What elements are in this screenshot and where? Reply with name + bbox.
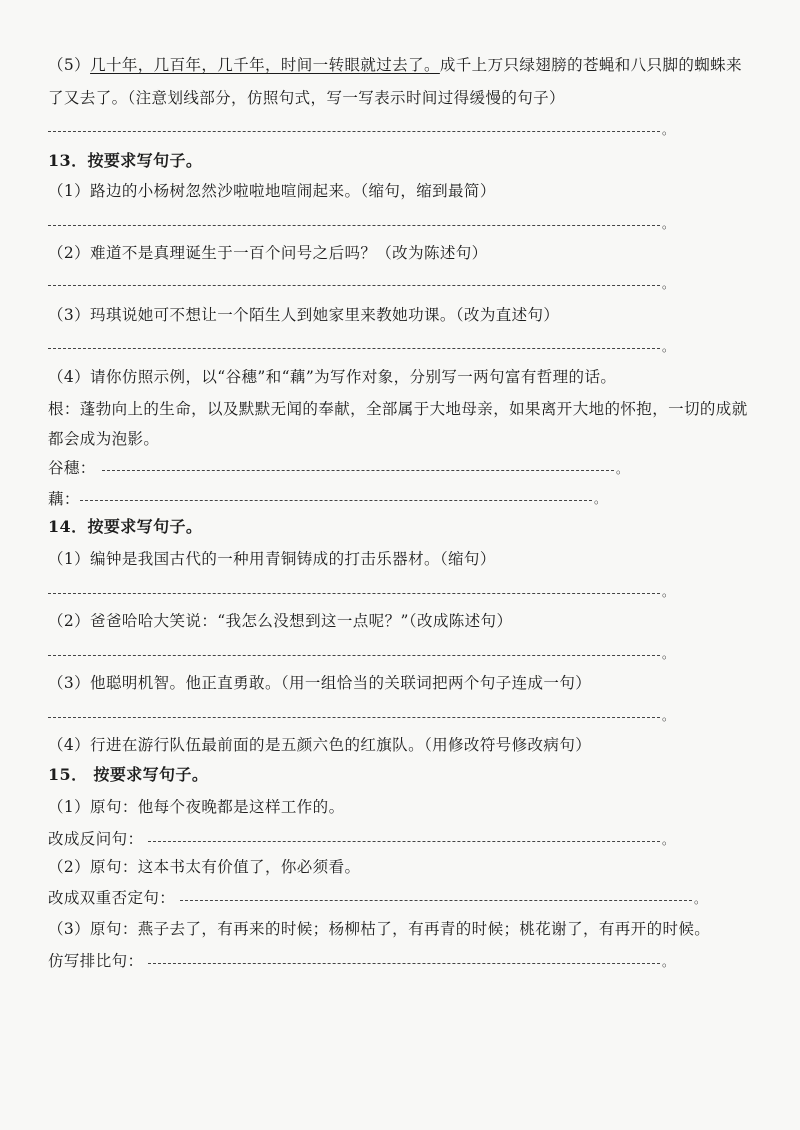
answer-line-end: 。	[694, 892, 707, 906]
q15-title: 15． 按要求写句子。	[48, 765, 209, 784]
answer-line-gusui[interactable]	[102, 470, 614, 471]
q12-5-number: （5）	[48, 56, 91, 74]
answer-line-end: 。	[594, 492, 607, 506]
answer-line-end: 。	[662, 833, 675, 847]
answer-line-q13-1[interactable]	[48, 225, 660, 226]
answer-line-q14-1[interactable]	[48, 593, 660, 594]
answer-line-q13-2[interactable]	[48, 285, 660, 286]
ou-label: 藕：	[48, 490, 80, 508]
q15-label-3: 仿写排比句：	[48, 952, 144, 970]
answer-line-q15-3[interactable]	[148, 963, 660, 964]
answer-line-q15-2[interactable]	[180, 900, 692, 901]
q12-5-line1	[48, 54, 742, 76]
answer-line-end: 。	[662, 217, 675, 231]
answer-line-end: 。	[662, 647, 675, 661]
gusui-label: 谷穗：	[48, 459, 96, 477]
answer-line-end: 。	[616, 462, 629, 476]
q13-item-3: （3）玛琪说她可不想让一个陌生人到她家里来教她功课。（改为直述句）	[48, 306, 560, 324]
q14-item-3: （3）他聪明机智。他正直勇敢。（用一组恰当的关联词把两个句子连成一句）	[48, 674, 592, 692]
answer-line-q14-3[interactable]	[48, 717, 660, 718]
answer-line-end: 。	[662, 123, 675, 137]
q15-item-2: （2）原句：这本书太有价值了，你必须看。	[48, 858, 361, 876]
q13-item-2: （2）难道不是真理诞生于一百个问号之后吗？（改为陈述句）	[48, 244, 488, 262]
answer-line-end: 。	[662, 585, 675, 599]
q12-5-underlined-text: 几十年，几百年，几千年，时间一转眼就过去了。	[90, 56, 440, 74]
answer-line-end: 。	[662, 955, 675, 969]
q14-title: 14．按要求写句子。	[48, 517, 203, 536]
q13-item-4: （4）请你仿照示例，以“谷穗”和“藕”为写作对象，分别写一两句富有哲理的话。	[48, 368, 617, 386]
q13-title: 13．按要求写句子。	[48, 151, 203, 170]
answer-line-end: 。	[662, 277, 675, 291]
answer-line-q14-2[interactable]	[48, 655, 660, 656]
q15-item-3: （3）原句：燕子去了，有再来的时候；杨柳枯了，有再青的时候；桃花谢了，有再开的时候。	[48, 920, 711, 938]
q15-label-2: 改成双重否定句：	[48, 889, 176, 907]
answer-line-q15-1[interactable]	[148, 841, 660, 842]
answer-line-end: 。	[662, 709, 675, 723]
answer-line-ou[interactable]	[80, 500, 592, 501]
q15-item-1: （1）原句：他每个夜晚都是这样工作的。	[48, 798, 345, 816]
q13-example-line2: 都会成为泡影。	[48, 430, 160, 448]
answer-line-q13-3[interactable]	[48, 348, 660, 349]
q15-label-1: 改成反问句：	[48, 830, 144, 848]
answer-line-end: 。	[662, 340, 675, 354]
q14-item-1: （1）编钟是我国古代的一种用青铜铸成的打击乐器材。（缩句）	[48, 550, 496, 568]
q13-item-1: （1）路边的小杨树忽然沙啦啦地喧闹起来。（缩句，缩到最简）	[48, 182, 496, 200]
q14-item-2: （2）爸爸哈哈大笑说：“我怎么没想到这一点呢？”（改成陈述句）	[48, 612, 513, 630]
q12-5-line2: 了又去了。（注意划线部分，仿照句式，写一写表示时间过得缓慢的句子）	[48, 89, 565, 107]
q14-item-4: （4）行进在游行队伍最前面的是五颜六色的红旗队。（用修改符号修改病句）	[48, 736, 592, 754]
q13-example-line1: 根：蓬勃向上的生命，以及默默无闻的奉献，全部属于大地母亲，如果离开大地的怀抱，一切的成就	[48, 400, 748, 418]
q12-5-rest: 成千上万只绿翅膀的苍蝇和八只脚的蜘蛛来	[439, 56, 742, 74]
answer-line-q12-5[interactable]	[48, 131, 660, 132]
